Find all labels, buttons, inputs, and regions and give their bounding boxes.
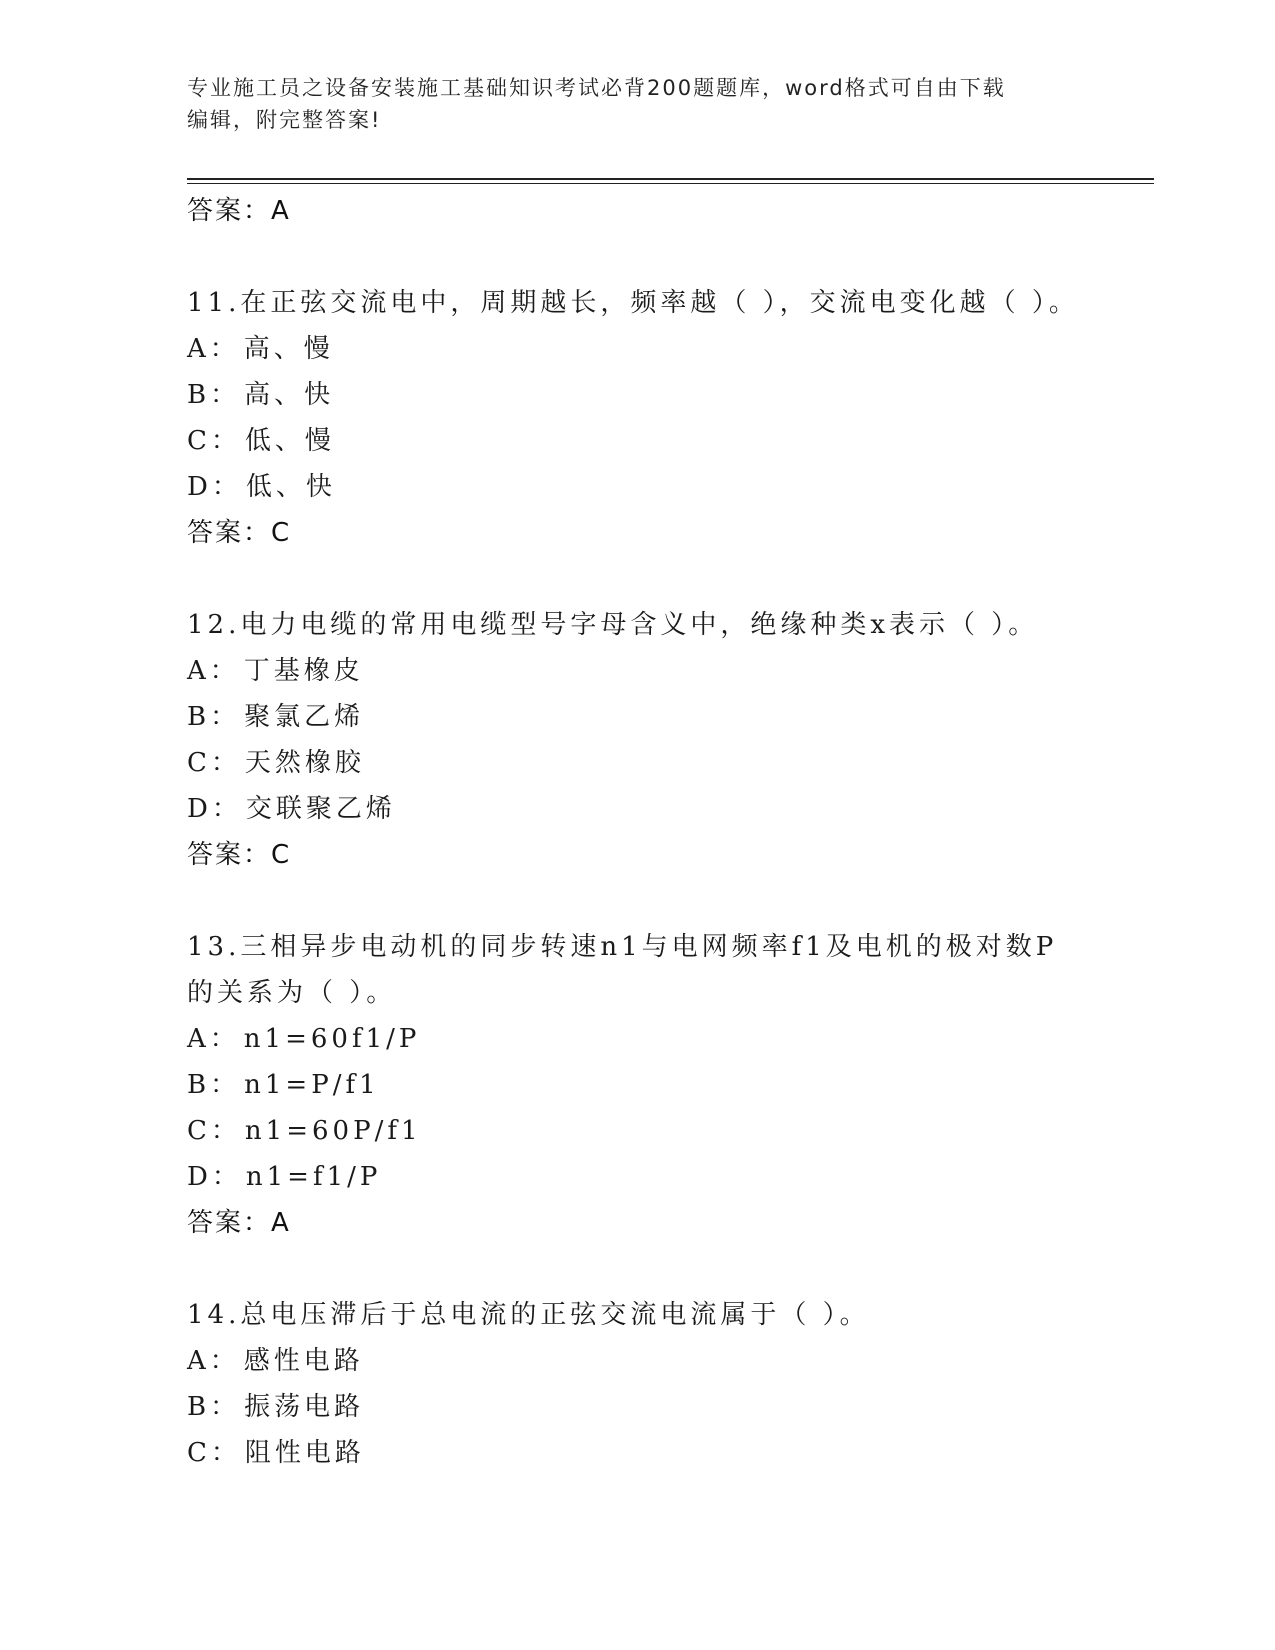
answer-line	[187, 832, 1087, 878]
option-key: D	[187, 472, 212, 502]
question-text	[187, 1292, 1087, 1338]
option-text: 高、快	[244, 380, 335, 410]
option-text: 阻性电路	[244, 1438, 365, 1468]
option-separator: ：	[210, 1116, 241, 1146]
question-text	[187, 280, 1087, 326]
option-separator: ：	[210, 426, 241, 456]
option-text: n1=f1/P	[245, 1162, 382, 1192]
option-d	[187, 464, 1087, 510]
question-text	[187, 602, 1087, 648]
option-separator: ：	[211, 472, 242, 502]
answer-label: 答案：	[187, 518, 272, 548]
option-c	[187, 1430, 1087, 1476]
option-key: A	[187, 656, 210, 686]
question-text	[187, 924, 1087, 1016]
option-a	[187, 1338, 1087, 1384]
option-key: D	[187, 794, 212, 824]
answer-label: 答案：	[187, 196, 272, 226]
option-key: B	[187, 380, 211, 410]
question-body: 电力电缆的常用电缆型号字母含义中，绝缘种类x表示（ ）。	[240, 610, 1039, 640]
option-separator: ：	[210, 1070, 241, 1100]
option-text: 感性电路	[243, 1346, 364, 1376]
question-number: 13.	[187, 932, 241, 962]
option-text: 低、快	[245, 472, 336, 502]
header-line-2: 编辑，附完整答案!	[187, 108, 382, 132]
option-text: 天然橡胶	[244, 748, 365, 778]
question-gap	[187, 234, 1087, 280]
option-c	[187, 740, 1087, 786]
option-b	[187, 1062, 1087, 1108]
question-body: 在正弦交流电中，周期越长，频率越（ ），交流电变化越（ ）。	[240, 288, 1079, 318]
question-list	[187, 188, 1087, 1476]
option-key: D	[187, 1162, 212, 1192]
question-gap	[187, 556, 1087, 602]
option-text: 低、慢	[244, 426, 335, 456]
question-gap	[187, 1246, 1087, 1292]
option-text: 交联聚乙烯	[245, 794, 396, 824]
option-key: C	[187, 1116, 211, 1146]
option-separator: ：	[210, 380, 241, 410]
option-c	[187, 418, 1087, 464]
question-number: 12.	[187, 610, 241, 640]
option-b	[187, 694, 1087, 740]
option-key: A	[187, 1346, 210, 1376]
answer-line	[187, 510, 1087, 556]
option-separator: ：	[209, 334, 240, 364]
option-key: B	[187, 702, 211, 732]
option-separator: ：	[210, 702, 241, 732]
header-rule-thin	[187, 183, 1154, 184]
option-text: 振荡电路	[244, 1392, 365, 1422]
option-separator: ：	[210, 1392, 241, 1422]
header-line-1: 专业施工员之设备安装施工基础知识考试必背200题题库，word格式可自由下载	[187, 76, 1006, 100]
option-a	[187, 326, 1087, 372]
option-text: n1=60f1/P	[243, 1024, 421, 1054]
option-separator: ：	[209, 656, 240, 686]
option-text: 聚氯乙烯	[244, 702, 365, 732]
option-separator: ：	[210, 1438, 241, 1468]
answer-value: A	[271, 196, 291, 226]
option-d	[187, 1154, 1087, 1200]
question-body: 总电压滞后于总电流的正弦交流电流属于（ ）。	[240, 1300, 870, 1330]
option-separator: ：	[209, 1346, 240, 1376]
question-gap	[187, 878, 1087, 924]
document-header	[187, 72, 1067, 136]
previous-answer	[187, 188, 1087, 234]
answer-value: C	[271, 518, 292, 548]
option-separator: ：	[210, 748, 241, 778]
option-text: n1=60P/f1	[244, 1116, 422, 1146]
option-separator: ：	[211, 794, 242, 824]
answer-line	[187, 1200, 1087, 1246]
header-rule-thick	[187, 178, 1154, 180]
answer-value: A	[271, 1208, 291, 1238]
option-key: C	[187, 426, 211, 456]
option-a	[187, 648, 1087, 694]
question-body: 三相异步电动机的同步转速n1与电网频率f1及电机的极对数P的关系为（ ）。	[187, 932, 1058, 1008]
question-number: 14.	[187, 1300, 241, 1330]
option-key: C	[187, 748, 211, 778]
question-number: 11.	[187, 288, 241, 318]
option-d	[187, 786, 1087, 832]
option-key: B	[187, 1070, 211, 1100]
option-key: A	[187, 1024, 210, 1054]
option-b	[187, 1384, 1087, 1430]
option-text: n1=P/f1	[244, 1070, 380, 1100]
answer-label: 答案：	[187, 1208, 272, 1238]
answer-label: 答案：	[187, 840, 272, 870]
option-c	[187, 1108, 1087, 1154]
option-key: B	[187, 1392, 211, 1422]
option-text: 丁基橡皮	[243, 656, 364, 686]
option-separator: ：	[211, 1162, 242, 1192]
option-text: 高、慢	[243, 334, 334, 364]
option-b	[187, 372, 1087, 418]
option-key: C	[187, 1438, 211, 1468]
option-a	[187, 1016, 1087, 1062]
option-key: A	[187, 334, 210, 364]
answer-value: C	[271, 840, 292, 870]
option-separator: ：	[209, 1024, 240, 1054]
